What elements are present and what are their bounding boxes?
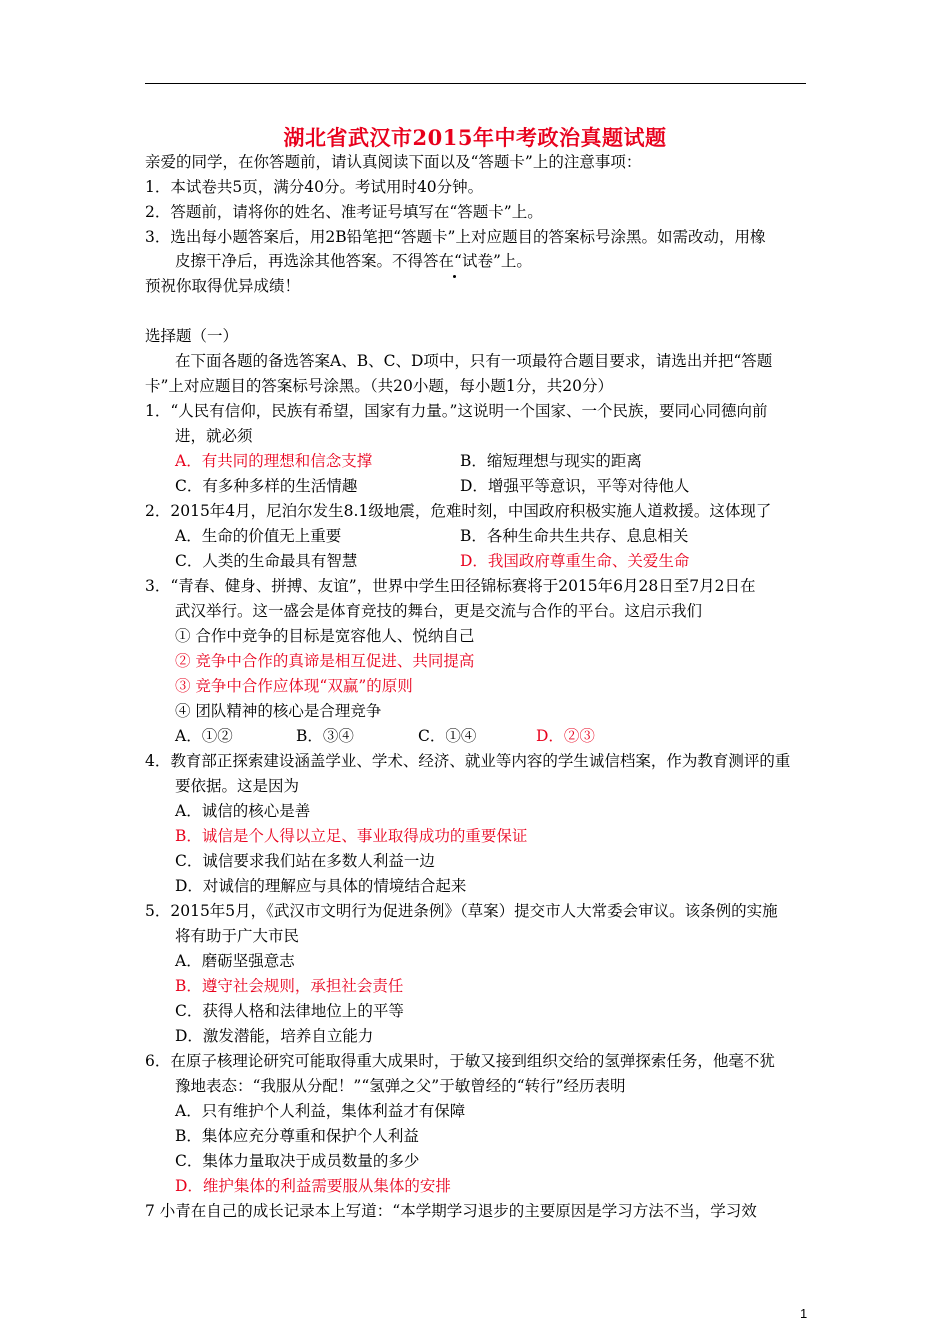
q1-option-a: A．有共同的理想和信念支撑 xyxy=(175,452,373,470)
q5-option-d: D．激发潜能，培养自立能力 xyxy=(175,1027,374,1045)
q5-option-a: A．磨砺坚强意志 xyxy=(175,952,295,970)
q2-option-d: D．我国政府尊重生命、关爱生命 xyxy=(460,552,690,570)
note-3-emphasis: 不得答在“试卷”上 xyxy=(392,252,517,270)
q3-item-4: ④ 团队精神的核心是合理竞争 xyxy=(175,702,382,720)
q1-option-c: C．有多种多样的生活情趣 xyxy=(175,477,358,495)
q6-option-d: D．维护集体的利益需要服从集体的安排 xyxy=(175,1177,451,1195)
page-number: 1 xyxy=(800,1306,808,1321)
q4-option-c: C．诚信要求我们站在多数人利益一边 xyxy=(175,852,435,870)
instructions-line1: 在下面各题的备选答案A、B、C、D项中，只有一项最符合题目要求，请选出并把“答题 xyxy=(175,352,773,370)
note-3-prefix: 皮擦干净后，再选涂其他答案。 xyxy=(175,252,393,270)
q3-option-c: C．①④ xyxy=(418,727,477,745)
q1-option-d: D．增强平等意识，平等对待他人 xyxy=(460,477,690,495)
q1-stem-line2: 进，就必须 xyxy=(175,427,253,445)
q3-item-3: ③ 竞争中合作应体现“双赢”的原则 xyxy=(175,677,413,695)
q3-stem-line1: 3．“青春、健身、拼搏、友谊”，世界中学生田径锦标赛将于2015年6月28日至7月2日在 xyxy=(145,577,756,595)
q2-stem: 2．2015年4月，尼泊尔发生8.1级地震，危难时刻，中国政府积极实施人道救援。这体现了 xyxy=(145,502,772,520)
note-3-line2 xyxy=(175,251,532,271)
q4-option-b: B．诚信是个人得以立足、事业取得成功的重要保证 xyxy=(175,827,528,845)
q6-stem-line2: 豫地表态：“我服从分配！”“氢弹之父”于敏曾经的“转行”经历表明 xyxy=(175,1077,626,1095)
q5-option-c: C．获得人格和法律地位上的平等 xyxy=(175,1002,404,1020)
q5-stem-line1: 5．2015年5月，《武汉市文明行为促进条例》（草案）提交市人大常委会审议。该条例的实施 xyxy=(145,902,778,920)
intro-text: 亲爱的同学，在你答题前，请认真阅读下面以及“答题卡”上的注意事项： xyxy=(145,153,642,171)
note-1: 1．本试卷共5页，满分40分。考试用时40分钟。 xyxy=(145,178,484,196)
note-2: 2．答题前，请将你的姓名、准考证号填写在“答题卡”上。 xyxy=(145,203,543,221)
q4-option-a: A．诚信的核心是善 xyxy=(175,802,311,820)
q3-option-b: B．③④ xyxy=(296,727,354,745)
q2-option-a: A．生命的价值无上重要 xyxy=(175,527,342,545)
q7-stem-line1: 7 小青在自己的成长记录本上写道：“本学期学习退步的主要原因是学习方法不当，学习效 xyxy=(145,1202,757,1220)
note-3-line1: 3．选出每小题答案后，用2B铅笔把“答题卡”上对应题目的答案标号涂黑。如需改动，用橡 xyxy=(145,228,766,246)
q4-stem-line2: 要依据。这是因为 xyxy=(175,777,300,795)
q3-option-d: D．②③ xyxy=(536,727,595,745)
q4-option-d: D．对诚信的理解应与具体的情境结合起来 xyxy=(175,877,467,895)
wish-text: 预祝你取得优异成绩！ xyxy=(145,277,301,295)
q2-option-b: B．各种生命共生共存、息息相关 xyxy=(460,527,689,545)
q2-option-c: C．人类的生命最具有智慧 xyxy=(175,552,358,570)
section-title: 选择题（一） xyxy=(145,327,239,345)
q6-stem-line1: 6．在原子核理论研究可能取得重大成果时，于敏又接到组织交给的氢弹探索任务，他毫不犹 xyxy=(145,1052,775,1070)
q1-stem-line1: 1．“人民有信仰，民族有希望，国家有力量。”这说明一个国家、一个民族，要同心同德向前 xyxy=(145,402,768,420)
q3-stem-line2: 武汉举行。这一盛会是体育竞技的舞台，更是交流与合作的平台。这启示我们 xyxy=(175,602,703,620)
q3-item-2: ② 竞争中合作的真谛是相互促进、共同提高 xyxy=(175,652,475,670)
q4-stem-line1: 4．教育部正探索建设涵盖学业、学术、经济、就业等内容的学生诚信档案，作为教育测评的重 xyxy=(145,752,791,770)
q1-option-b: B．缩短理想与现实的距离 xyxy=(460,452,642,470)
q3-item-1: ① 合作中竞争的目标是宽容他人、悦纳自己 xyxy=(175,627,475,645)
header-rule xyxy=(145,83,806,84)
page-title: 湖北省武汉市2015年中考政治真题试题 xyxy=(283,125,667,150)
q6-option-c: C．集体力量取决于成员数量的多少 xyxy=(175,1152,420,1170)
q3-option-a: A．①② xyxy=(175,727,233,745)
q5-option-b: B．遵守社会规则，承担社会责任 xyxy=(175,977,404,995)
q5-stem-line2: 将有助于广大市民 xyxy=(175,927,300,945)
q6-option-b: B．集体应充分尊重和保护个人利益 xyxy=(175,1127,419,1145)
instructions-line2: 卡”上对应题目的答案标号涂黑。（共20小题，每小题1分，共20分） xyxy=(145,377,613,395)
note-3-suffix: 。 xyxy=(516,252,532,270)
q6-option-a: A．只有维护个人利益，集体利益才有保障 xyxy=(175,1102,466,1120)
